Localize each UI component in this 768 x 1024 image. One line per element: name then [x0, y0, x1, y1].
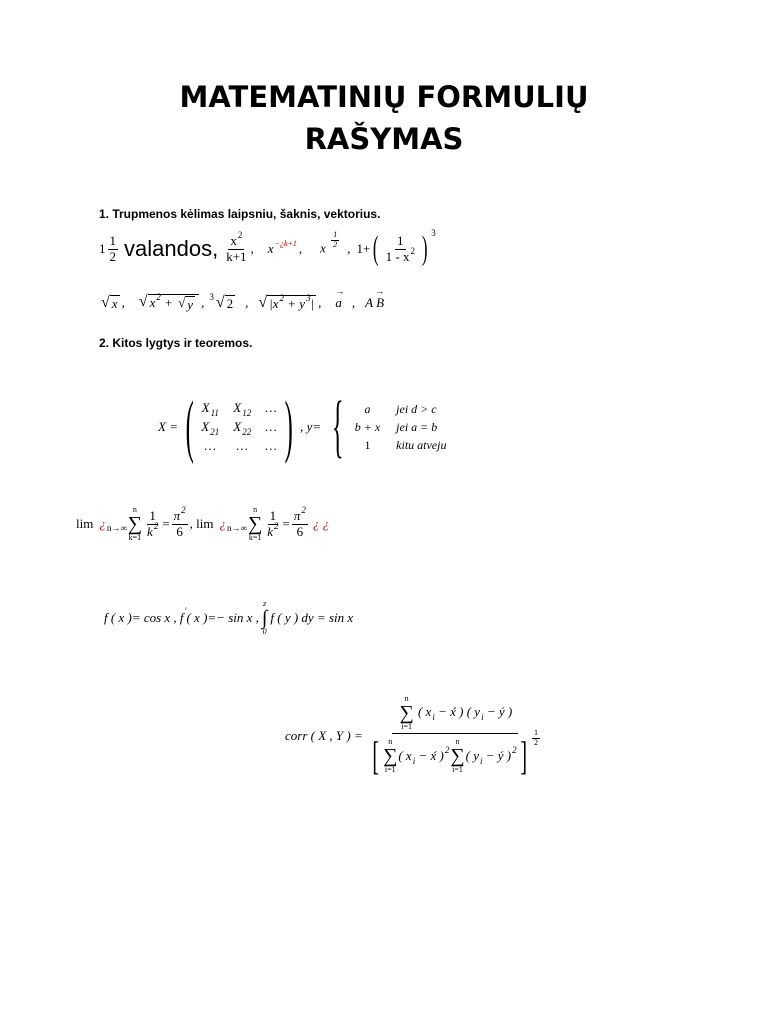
sum-symbol-1: n ∑ k=1 — [127, 505, 143, 542]
section-heading-1: 1. Trupmenos kėlimas laipsniu, šaknis, vektorius. — [99, 207, 381, 221]
matrix-x: $X_{11}$ $X_{12}$ … $X_{21}$ $X_{22}$ … … … … — [201, 400, 277, 453]
inner-fraction: 1 $1 - x^2$ — [385, 233, 415, 264]
correlation-formula: corr ( X , Y ) = n ∑ i=1 ( $x_i$ − x́ ) ( $y_i$ − ý ) [ n ∑ i=1 ( $x_i$ − x́ )$^2$ n ∑ i=1 ( $y_i$ − ý )$^2$ ] 1 2 — [285, 695, 546, 776]
integral-symbol: z ∫ 0 — [261, 599, 268, 636]
vector-a: → a — [335, 286, 345, 311]
fraction-x2-k1: $x^2$ k+1 — [226, 230, 247, 264]
power-expression: $x^{-¿k+1}$ — [267, 239, 297, 256]
derivative-integral-equation: f ( x )= cos x , f ' ( x )=− sin x , z ∫ 0 f ( y ) dy = sin x — [104, 599, 354, 636]
vector-ab: → A B — [365, 286, 385, 311]
formula-row-fractions: 1 1 2 valandos, $x^2$ k+1 , $x^{-¿k+1}$ , x $\frac{1}{2}$ , 1+ ( 1 $1 - x^2$ ) 3 — [99, 228, 436, 267]
page-title: MATEMATINIŲ FORMULIŲ RAŠYMAS — [179, 80, 589, 156]
formula-row-roots: √ x , √ $x^2$ + √ y , $^3$ √ 2 , √ $|x^2 + y^3|$ , → a , → A B — [101, 286, 385, 312]
cube-root: $^3$ √ 2 — [209, 292, 234, 311]
section-heading-2: 2. Kitos lygtys ir teoremos. — [99, 336, 253, 350]
limit-series-equation: lim ¿ n→∞ n ∑ k=1 $\frac{1}{k^2}$ = $\frac{\pi^2}{6}$ , lim ¿ n→∞ n ∑ k=1 $\frac{1}{k^2}$ = $\frac{\pi^2}{6}$ ¿ ¿ — [76, 505, 330, 542]
sqrt-x: √ x — [101, 294, 118, 311]
matrix-equation: X = ( $X_{11}$ $X_{12}$ … $X_{21}$ $X_{22}$ … … … … ) , y= { a jei d > c b + x jei a = b 1 kitu atveju — [158, 388, 447, 465]
piecewise-cases: a jei d > c b + x jei a = b 1 kitu atveju — [354, 401, 447, 452]
sum-symbol-2: n ∑ k=1 — [247, 505, 263, 542]
sqrt-abs: √ $|x^2 + y^3|$ — [258, 293, 315, 311]
sqrt-power: x $\frac{1}{2}$ — [320, 229, 338, 255]
word-valandos: valandos, — [124, 236, 219, 261]
sqrt-sum: √ $x^2$ + √ y — [139, 294, 199, 313]
correlation-fraction: n ∑ i=1 ( $x_i$ − x́ ) ( $y_i$ − ý ) [ n ∑ i=1 ( $x_i$ − x́ )$^2$ n ∑ i=1 ( $y_i$ − ý )$^2$ ] 1 2 — [372, 694, 538, 778]
mixed-fraction: 1 2 — [109, 233, 116, 264]
